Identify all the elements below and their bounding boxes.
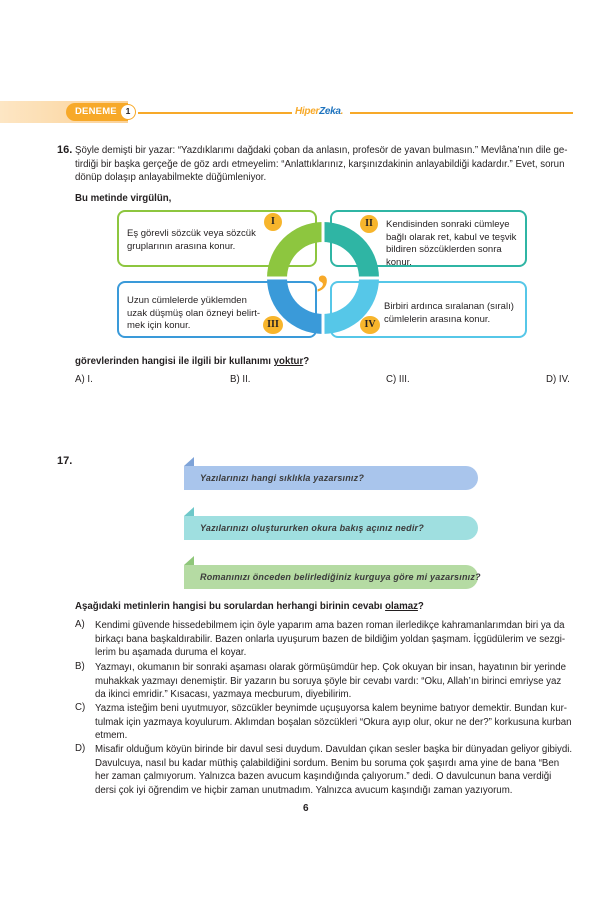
passage-line: tirdiği bir başka gerçeğe de göz ardı etmeyelim: “Anlattıklarınız, karşınızdakinin anlayabildiği kadardır.” Evet, sorun — [75, 158, 565, 170]
page-number: 6 — [303, 803, 309, 814]
box-line: gruplarının arasına konur. — [127, 240, 236, 252]
box-line: Kendisinden sonraki cümleye — [386, 219, 510, 230]
answer-b-text[interactable]: Yazmayı, okumanın bir sonraki aşaması olarak görmüşümdür hep. Çok okuyan bir insan, hayatının bir yerinde muhakkak yazmayı denemiştir. Bir yazarın bu soruya şöyle bir cevabı vardı: “Oku, Allah’ın birinci emriyse yaz da ikinci emridir.” Kısacası, yazmaya mecburum, diyebilirim. — [95, 662, 566, 701]
numeral-badge-2: II — [360, 215, 378, 233]
numeral-badge-4: IV — [360, 316, 380, 334]
box-line: cümlelerin arasına konur. — [384, 313, 491, 325]
banner-question-3-text: Romanınızı önceden belirlediğiniz kurguya göre mi yazarsınız? — [200, 572, 481, 582]
passage-line: Şöyle demişti bir yazar: “Yazdıklarımı dağdaki çoban da anlasın, profesör de yavan bulmasın.” Mevlâna’nın dile ge- — [75, 145, 568, 156]
answer-a-text[interactable]: Kendimi güvende hissedebilmem için öyle yaparım ama bazen roman ilerledikçe kahramanlarımdan biri ya da birkaçı bana başkaldırabilir. Bazen onlarla uyuşurum bazen de bildiğim yoldan şaşmam. İçgüdülerim ve sezgi- lerim bu aşamada duruma el koyar. — [95, 620, 566, 659]
banner-question-2-text: Yazılarınızı oluştururken okura bakış açınız nedir? — [200, 523, 424, 533]
box-line: konur. — [386, 256, 412, 268]
box-line: bildiren sözcüklerden sonra — [386, 244, 502, 255]
answer-a-letter[interactable]: A) — [75, 619, 85, 630]
banner-1-fold — [184, 457, 194, 466]
box-line: mek için konur. — [127, 320, 191, 331]
banner-question-1-text: Yazılarınızı hangi sıklıkla yazarsınız? — [200, 473, 365, 483]
banner-3-fold — [184, 556, 194, 565]
box-line: Birbiri ardınca sıralanan (sıralı) — [384, 301, 514, 312]
question-16-stem: görevlerinden hangisi ile ilgili bir kullanımı yoktur? — [75, 356, 310, 367]
question-16-lead: Bu metinde virgülün, — [75, 193, 172, 204]
answer-c-letter[interactable]: C) — [75, 702, 86, 713]
passage-line: dönüp dolaşıp anlayabilmekte düğümleniyor. — [75, 172, 267, 183]
answer-c-text[interactable]: Yazma isteğim beni uyutmuyor, sözcükler beynimde uçuşuyorsa kalem beynime batıyor demektir. Bundan kur- tulmak için yazmaya koyulurum. Aklımdan boşalan sözcükleri “Okura ayıp olur, okur ne der?” korkusuna kurban etmem. — [95, 703, 572, 742]
answer-d-text[interactable]: Misafir olduğum köyün birinde bir davul sesi duydum. Davuldan çıkan sesler başka bir dünyadan geliyor gibiydi. Davulcuya, nasıl bu kadar müthiş çalabildiğini sordum. Benim bu soruma çok şaşırdı ama yine de bana “Ben her zaman çalmıyorum. Yalnızca bazen avucum kaşındığında çalıyorum.” dedi. O davulcunun bana verdiği dersi çok iyi öğrendim ve hiçbir zaman unutmadım. Yalnızca avucum kaşındığı zaman yazıyorum. — [95, 744, 573, 796]
header-test-number: 1 — [120, 104, 136, 120]
header-rule-left — [138, 112, 292, 114]
option-b[interactable]: B) II. — [230, 374, 251, 385]
box-line: uzak düşmüş olan özneyi belirt- — [127, 307, 261, 319]
option-c[interactable]: C) III. — [386, 374, 410, 385]
numeral-badge-1: I — [264, 213, 282, 231]
brand-logo: HiperZeka. — [295, 106, 344, 117]
header-tag: DENEME — [75, 106, 117, 117]
question-17-stem: Aşağıdaki metinlerin hangisi bu sorulardan herhangi birinin cevabı olamaz? — [75, 601, 424, 612]
box-line: bağlı olarak ret, kabul ve teşvik — [386, 231, 517, 243]
header-rule-right — [350, 112, 573, 114]
question-16-passage — [75, 144, 575, 185]
question-17-number: 17. — [57, 455, 73, 467]
comma-symbol: , — [315, 228, 331, 296]
option-d[interactable]: D) IV. — [546, 374, 570, 385]
answer-d-letter[interactable]: D) — [75, 743, 86, 754]
answer-b-letter[interactable]: B) — [75, 661, 85, 672]
banner-2-fold — [184, 507, 194, 516]
option-a[interactable]: A) I. — [75, 374, 93, 385]
question-16-number: 16. — [57, 144, 73, 156]
box-line: Uzun cümlelerde yüklemden — [127, 295, 247, 306]
box-line: Eş görevli sözcük veya sözcük — [127, 228, 256, 239]
numeral-badge-3: III — [263, 316, 283, 334]
